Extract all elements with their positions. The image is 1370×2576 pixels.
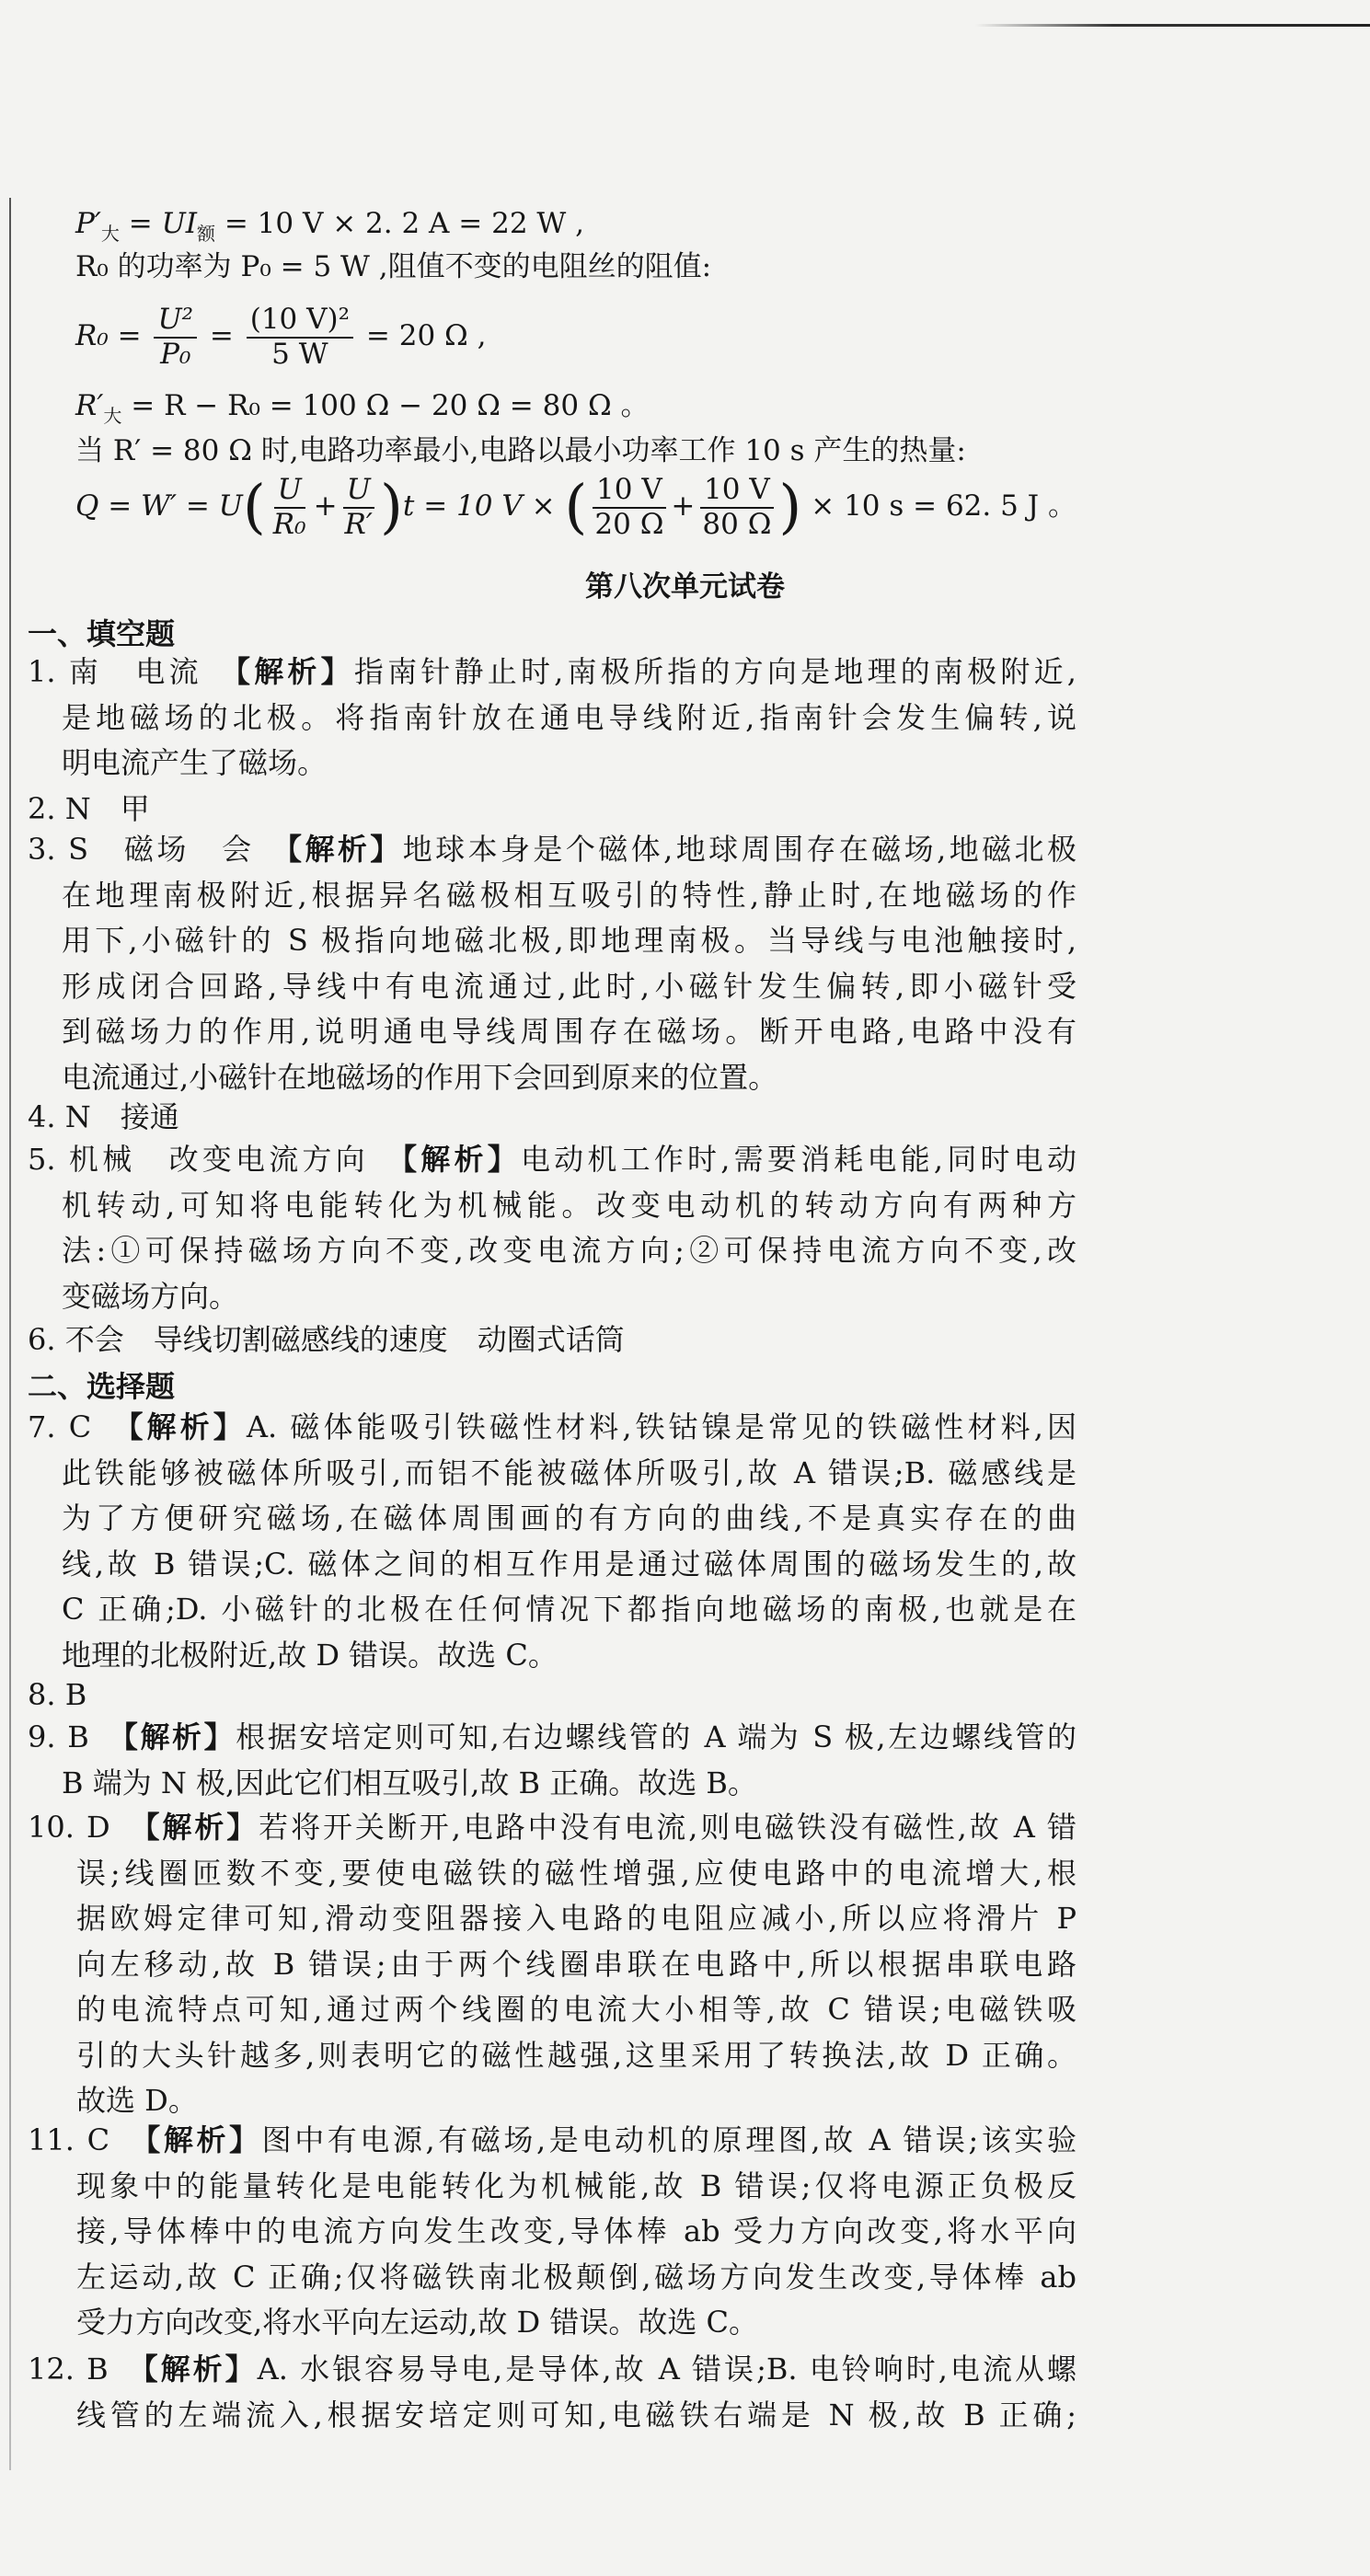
answer-7: 7. C 【解析】A. 磁体能吸引铁磁性材料,铁钴镍是常见的铁磁性材料,因 此铁能够被磁体所吸引,而铝不能被磁体所吸引,故 A 错误;B. 磁感线是 为了方便研究磁场,在磁体周围画的有方向的曲线,不是真实存在的曲 线,故 B 错误;C. 磁体之间的相互作用是通过磁体周围的磁场发生的,故 C 正确;D. 小磁针的北极在任何情况下都指向地磁场的南极,也就是在 地理的北极附近,故 D 错误。故选 C。	[28, 1409, 1076, 1673]
answer-2: 2. N 甲	[28, 791, 150, 826]
header-rule	[975, 24, 1370, 27]
answer-10: 10. D 【解析】若将开关断开,电路中没有电流,则电磁铁没有磁性,故 A 错 误;线圈匝数不变,要使电磁铁的磁性增强,应使电路中的电流增大,根 据欧姆定律可知,滑动变阻器接入电路的电阻应减小,所以应将滑片 P 向左移动,故 B 错误;由于两个线圈串联在电路中,所以根据串联电路 的电流特点可知,通过两个线圈的电流大小相等,故 C 错误;电磁铁吸 引的大头针越多,则表明它的磁性越强,这里采用了转换法,故 D 正确。 故选 D。	[28, 1810, 1076, 2118]
section-title: 第八次单元试卷	[585, 570, 785, 604]
answer-11: 11. C 【解析】图中有电源,有磁场,是电动机的原理图,故 A 错误;该实验 现象中的能量转化是电能转化为机械能,故 B 错误;仅将电源正负极反 接,导体棒中的电流方向发生改变,导体棒 ab 受力方向改变,将水平向 左运动,故 C 正确;仅将磁铁南北极颠倒,磁场方向发生改变,导体棒 ab 受力方向改变,将水平向左运动,故 D 错误。故选 C。	[28, 2122, 1076, 2340]
binding-margin-line	[9, 198, 11, 2470]
formula-line-4: $R'_大 = R - R_0 = 100$ Ω − 20 Ω = 80 Ω 。	[75, 389, 650, 427]
section-fill-blank: 一、填空题	[28, 616, 176, 651]
formula-line-3: R₀ = $\frac{\text{U²}}{\text{P₀}}$ = $\frac{\text{(10 V)²}}{5 W}$ = 20 Ω ,	[75, 303, 487, 371]
answer-3: 3. S 磁场 会 【解析】地球本身是个磁体,地球周围存在磁场,地磁北极 在地理南极附近,根据异名磁极相互吸引的特性,静止时,在地磁场的作 用下,小磁针的 S 极指向地磁北极,即地理南极。当导线与电池触接时, 形成闭合回路,导线中有电流通过,此时,小磁针发生偏转,即小磁针受 到磁场力的作用,说明通电导线周围存在磁场。断开电路,电路中没有 电流通过,小磁针在地磁场的作用下会回到原来的位置。	[28, 832, 1076, 1095]
answer-5: 5. 机械 改变电流方向 【解析】电动机工作时,需要消耗电能,同时电动 机转动,可知将电能转化为机械能。改变电动机的转动方向有两种方 法:①可保持磁场方向不变,改变电流方向;②可保持电流方向不变,改 变磁场方向。	[28, 1142, 1076, 1314]
section-multiple-choice: 二、选择题	[28, 1369, 176, 1404]
answer-12: 12. B 【解析】A. 水银容易导电,是导体,故 A 错误;B. 电铃响时,电流从螺 线管的左端流入,根据安培定则可知,电磁铁右端是 N 极,故 B 正确;	[28, 2352, 1076, 2432]
answer-8: 8. B	[28, 1677, 87, 1712]
answer-6: 6. 不会 导线切割磁感线的速度 动圈式话筒	[28, 1322, 625, 1357]
formula-line-2: R₀ 的功率为 P₀ = 5 W ,阻值不变的电阻丝的阻值:	[75, 250, 712, 283]
answer-9: 9. B 【解析】根据安培定则可知,右边螺线管的 A 端为 S 极,左边螺线管的 B 端为 N 极,因此它们相互吸引,故 B 正确。故选 B。	[28, 1719, 1076, 1800]
answer-1: 1. 南 电流 【解析】指南针静止时,南极所指的方向是地理的南极附近, 是地磁场的北极。将指南针放在通电导线附近,指南针会发生偏转,说 明电流产生了磁场。	[28, 654, 1076, 780]
formula-line-5: 当 R′ = 80 Ω 时,电路功率最小,电路以最小功率工作 10 s 产生的热量:	[75, 434, 966, 467]
answer-4: 4. N 接通	[28, 1099, 179, 1134]
formula-line-1: $P'_大 = UI_额 = 10$ V × 2. 2 A = 22 W ,	[75, 207, 584, 245]
formula-line-6: Q = W′ = U( $\frac{U}{\text{R₀}}$ + $\frac{U}{R'}$ )t = 10 V × ( $\frac{10 V}{20 \Omega}$ + $\frac{10 V}{80 \Omega}$ ) × 10 s = 62. 5 J 。	[75, 473, 1076, 542]
